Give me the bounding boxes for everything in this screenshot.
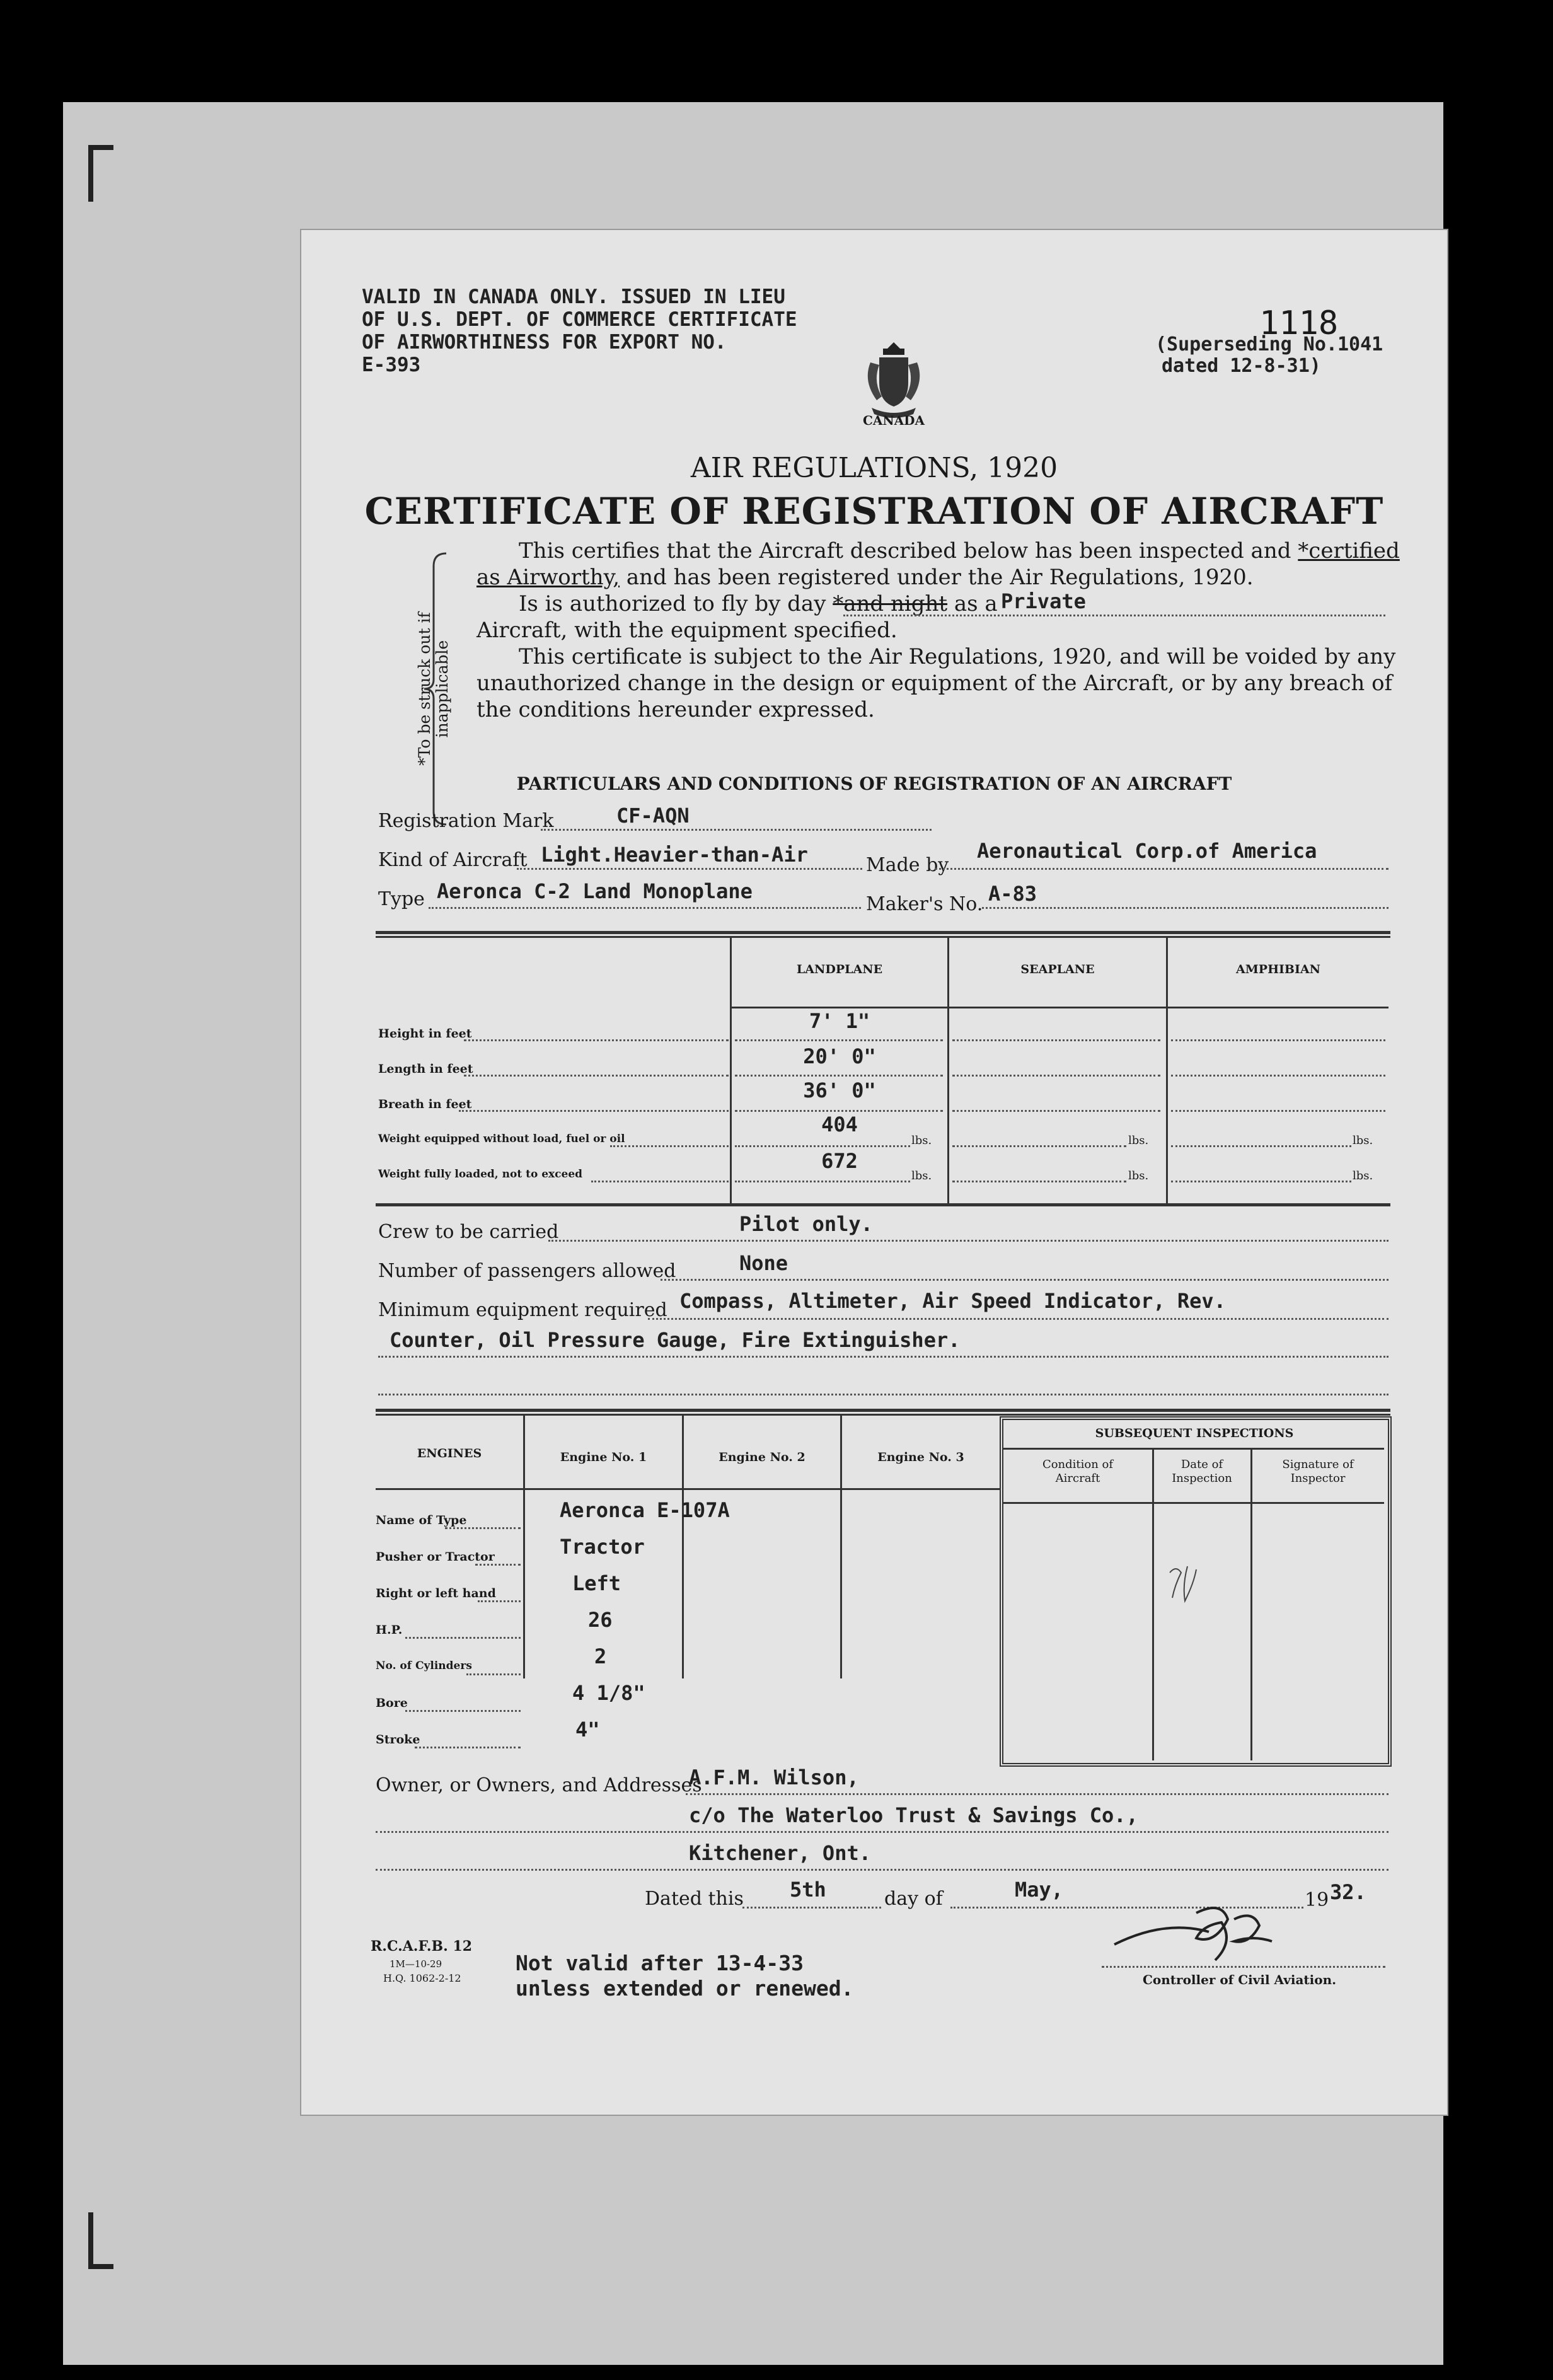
engine-row-leader (415, 1747, 521, 1748)
unit-lbs: lbs. (1353, 1169, 1373, 1182)
superseding-line: (Superseding No.1041 (1155, 333, 1383, 355)
controller-label: Controller of Civil Aviation. (1143, 1972, 1337, 1987)
day-line (742, 1907, 881, 1909)
issued-note-line: OF AIRWORTHINESS FOR EXPORT NO. (362, 331, 727, 354)
row-line (735, 1181, 910, 1182)
form-code: R.C.A.F.B. 12 (371, 1938, 473, 1955)
engine-bore-value: 4 1/8" (572, 1681, 645, 1705)
body-line-6: unauthorized change in the design or equipment of the Aircraft, or by any breach of (476, 671, 1393, 696)
col-landplane: LANDPLANE (796, 962, 883, 976)
fly-category-line (843, 615, 1385, 616)
weight-empty-value: 404 (821, 1112, 858, 1136)
owner-name: A.F.M. Wilson, (689, 1765, 859, 1789)
col-amphibian: AMPHIBIAN (1236, 962, 1320, 976)
height-value: 7' 1" (809, 1009, 870, 1033)
registration-mark-value: CF-AQN (616, 804, 690, 828)
registration-mark-line (541, 829, 932, 831)
equipment-label: Minimum equipment required (378, 1299, 667, 1321)
body-line-4: Aircraft, with the equipment specified. (476, 618, 898, 643)
dated-month: May, (1015, 1878, 1064, 1902)
body-text: This certifies that the Aircraft described below has been inspected and (519, 538, 1298, 563)
engine-stroke-value: 4" (575, 1718, 600, 1742)
inspections-col-signature (1252, 1458, 1384, 1486)
owner-label: Owner, or Owners, and Addresses (376, 1774, 702, 1796)
and-night-struck: *and night (833, 591, 948, 616)
inspections-header-rule (1003, 1502, 1384, 1504)
particulars-heading: PARTICULARS AND CONDITIONS OF REGISTRATION OF AN AIRCRAFT (516, 773, 1232, 794)
engine-row-leader (475, 1564, 521, 1566)
inspections-col-divider (1250, 1449, 1252, 1760)
engines-top-rule-2 (376, 1414, 1390, 1416)
kind-of-aircraft-label: Kind of Aircraft (378, 849, 528, 871)
inspections-title-rule (1003, 1448, 1384, 1450)
body-line-3 (519, 591, 998, 617)
dimension-label: Height in feet (378, 1027, 472, 1041)
crew-value: Pilot only. (739, 1212, 873, 1236)
row-line (952, 1110, 1160, 1112)
signature-line (1102, 1966, 1385, 1968)
passengers-value: None (739, 1251, 788, 1275)
header-text: Signature of (1282, 1458, 1354, 1471)
pencil-mark-icon (1165, 1560, 1203, 1604)
certified-word: *certified (1298, 538, 1400, 563)
body-text: as a (947, 591, 998, 616)
equipment-line-2 (378, 1356, 1388, 1358)
header-text: Inspection (1172, 1472, 1232, 1485)
equipment-line-3 (378, 1394, 1388, 1395)
col-engine-2: Engine No. 2 (719, 1450, 805, 1464)
body-line-1 (519, 538, 1400, 564)
engine-row-label: H.P. (376, 1623, 403, 1637)
form-line-2: 1M—10-29 (390, 1958, 442, 1970)
unit-lbs: lbs. (911, 1169, 932, 1182)
dimensions-col-divider (947, 937, 949, 1203)
unit-lbs: lbs. (911, 1134, 932, 1147)
header-text: Condition of (1042, 1458, 1114, 1471)
row-line (1171, 1039, 1385, 1041)
engine-row-leader (405, 1710, 521, 1712)
engine-row-label: Pusher or Tractor (376, 1550, 495, 1564)
row-line (735, 1110, 943, 1112)
makers-no-label: Maker's No. (866, 893, 983, 915)
body-line-7: the conditions hereunder expressed. (476, 697, 875, 722)
weight-loaded-value: 672 (821, 1149, 858, 1173)
issued-note-line: OF U.S. DEPT. OF COMMERCE CERTIFICATE (362, 308, 797, 331)
col-engine-3: Engine No. 3 (877, 1450, 964, 1464)
kind-line (517, 868, 862, 870)
superseding-line: dated 12-8-31) (1162, 355, 1321, 377)
engine-row-label: Right or left hand (376, 1586, 496, 1600)
owner-address-1: c/o The Waterloo Trust & Savings Co., (689, 1803, 1138, 1827)
type-label: Type (378, 888, 425, 910)
row-leader (459, 1110, 729, 1112)
engine-name-value: Aeronca E-107A (560, 1498, 730, 1522)
dimension-label: Weight fully loaded, not to exceed (378, 1168, 583, 1181)
body-line-5: This certificate is subject to the Air Regulations, 1920, and will be voided by any (519, 644, 1396, 669)
dimension-label: Length in feet (378, 1062, 473, 1076)
superseding-note (1155, 334, 1383, 377)
equipment-value-1: Compass, Altimeter, Air Speed Indicator, Rev. (679, 1289, 1226, 1313)
header-text: Aircraft (1055, 1472, 1100, 1485)
passengers-line (661, 1279, 1388, 1281)
row-line (1171, 1110, 1385, 1112)
crop-mark-bottom-h (88, 2264, 113, 2269)
certificate-document (301, 230, 1447, 2115)
engines-top-rule (376, 1409, 1390, 1412)
controller-signature-icon (1102, 1900, 1310, 1970)
crop-mark-top-h (88, 145, 113, 150)
day-of-label: day of (884, 1888, 943, 1910)
validity-line-1: Not valid after 13-4-33 (516, 1951, 804, 1975)
dimensions-bottom-rule (376, 1203, 1390, 1206)
crew-line (548, 1240, 1388, 1242)
row-leader (464, 1039, 729, 1041)
engine-row-label: No. of Cylinders (376, 1660, 472, 1672)
equipment-line-1 (648, 1318, 1388, 1320)
equipment-value-2: Counter, Oil Pressure Gauge, Fire Extinguisher. (390, 1328, 961, 1352)
row-line (952, 1145, 1126, 1147)
unit-lbs: lbs. (1128, 1169, 1149, 1182)
engine-hp-value: 26 (588, 1608, 613, 1632)
airworthy-word: as Airworthy, (476, 565, 620, 590)
engine-row-leader (478, 1600, 521, 1602)
dimensions-header-rule (730, 1007, 1388, 1008)
dimensions-col-divider (1166, 937, 1168, 1203)
owner-line-2 (376, 1831, 1388, 1833)
length-value: 20' 0" (803, 1044, 876, 1068)
col-engine-1: Engine No. 1 (560, 1450, 647, 1464)
engine-cylinders-value: 2 (594, 1644, 607, 1668)
row-line (735, 1075, 943, 1077)
row-line (952, 1039, 1160, 1041)
certificate-title: CERTIFICATE OF REGISTRATION OF AIRCRAFT (364, 490, 1384, 533)
breath-value: 36' 0" (803, 1078, 876, 1102)
unit-lbs: lbs. (1353, 1134, 1373, 1147)
row-line (1171, 1075, 1385, 1077)
owner-line-1 (686, 1793, 1388, 1795)
crop-mark-bottom (88, 2212, 93, 2269)
engine-row-leader (445, 1527, 521, 1529)
row-line (1171, 1181, 1351, 1182)
dimension-label: Weight equipped without load, fuel or oil (378, 1133, 625, 1145)
engine-row-leader (405, 1637, 521, 1639)
certificate-number: 1118 (1259, 304, 1339, 342)
engines-header: ENGINES (417, 1447, 482, 1460)
row-line (1171, 1145, 1351, 1147)
issued-note-line: VALID IN CANADA ONLY. ISSUED IN LIEU (362, 286, 785, 308)
row-line (735, 1145, 910, 1147)
country-label: CANADA (862, 413, 925, 428)
row-line (952, 1075, 1160, 1077)
header-text: Inspector (1290, 1472, 1346, 1485)
engine-row-label: Stroke (376, 1733, 420, 1747)
engine-row-label: Name of Type (376, 1513, 467, 1527)
inspections-col-date (1153, 1458, 1250, 1486)
engines-header-rule (376, 1488, 1000, 1490)
issued-note-line: E-393 (362, 354, 421, 376)
unit-lbs: lbs. (1128, 1134, 1149, 1147)
dated-century: 19 (1305, 1889, 1329, 1911)
engine-row-leader (466, 1673, 521, 1675)
dated-year: 32. (1330, 1880, 1366, 1904)
owner-line-3 (376, 1869, 1388, 1871)
fly-category-value: Private (1001, 589, 1086, 613)
engine-pusher-value: Tractor (560, 1535, 645, 1559)
inspections-col-divider (1152, 1449, 1154, 1760)
row-leader (464, 1075, 729, 1077)
passengers-label: Number of passengers allowed (378, 1260, 676, 1282)
validity-line-2: unless extended or renewed. (516, 1976, 854, 2001)
engine-hand-value: Left (572, 1571, 621, 1595)
form-line-3: H.Q. 1062-2-12 (383, 1972, 461, 1984)
row-leader (591, 1181, 729, 1182)
owner-address-2: Kitchener, Ont. (689, 1841, 871, 1865)
row-leader (610, 1145, 729, 1147)
dimensions-top-rule-2 (376, 936, 1390, 938)
col-seaplane: SEAPLANE (1020, 962, 1095, 976)
body-text: and has been registered under the Air Regulations, 1920. (620, 565, 1254, 590)
dated-this-label: Dated this (645, 1888, 744, 1910)
made-by-value: Aeronautical Corp.of America (977, 839, 1317, 863)
issued-note (362, 286, 797, 376)
made-by-label: Made by (866, 854, 949, 876)
makers-no-line (982, 907, 1388, 909)
row-line (952, 1181, 1126, 1182)
type-line (429, 907, 861, 909)
body-line-2 (476, 564, 1254, 591)
type-value: Aeronca C-2 Land Monoplane (437, 879, 753, 903)
crop-mark-top (88, 145, 93, 202)
header-text: Date of (1181, 1458, 1223, 1471)
strike-out-note: *To be struck out if inapplicable (415, 612, 451, 766)
dimensions-top-rule (376, 931, 1390, 934)
regulations-title: AIR REGULATIONS, 1920 (690, 452, 1058, 484)
inspections-title: SUBSEQUENT INSPECTIONS (1095, 1426, 1294, 1440)
dated-day: 5th (790, 1878, 826, 1902)
body-text: Is is authorized to fly by day (519, 591, 833, 616)
engine-row-label: Bore (376, 1696, 408, 1710)
makers-no-value: A-83 (988, 882, 1037, 906)
crew-label: Crew to be carried (378, 1221, 559, 1243)
registration-mark-label: Registration Mark (378, 810, 554, 832)
inspections-col-condition (1003, 1458, 1152, 1486)
dimension-label: Breath in feet (378, 1097, 472, 1111)
row-line (735, 1039, 943, 1041)
made-by-line (935, 868, 1388, 870)
kind-of-aircraft-value: Light.Heavier-than-Air (541, 843, 808, 867)
